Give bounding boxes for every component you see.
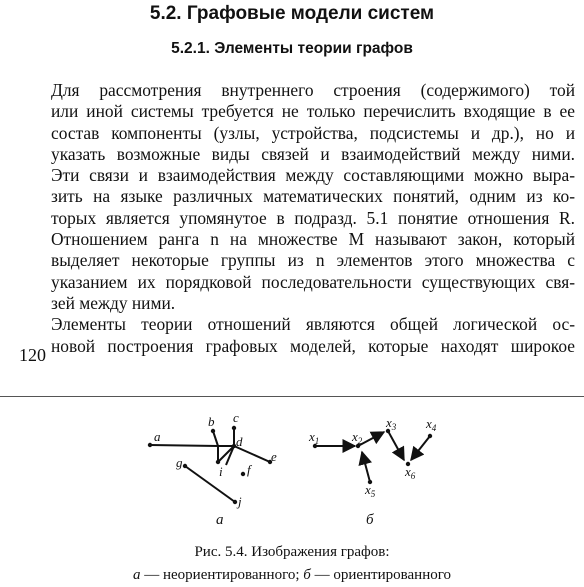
panel-label-b: б xyxy=(366,512,374,528)
text-line: или иной системы требуется не только перечислить входящие в ее xyxy=(51,101,575,122)
node-label-g: g xyxy=(176,455,183,470)
node-label-a: a xyxy=(154,429,161,444)
page-number: 120 xyxy=(19,345,46,365)
undirected-graph xyxy=(148,410,277,528)
figure-caption-legend xyxy=(0,566,584,584)
graph-figure xyxy=(0,400,584,540)
text-line: новой построения графовых моделей, которые находят широкое xyxy=(51,335,575,356)
caption-text-a: — неориентированного; xyxy=(140,567,304,583)
node-label-f: f xyxy=(247,462,251,477)
text-line: указанием их порядковой последовательности существующих свя- xyxy=(51,271,575,292)
text-line: Эти связи и взаимодействия между составляющими можно выра- xyxy=(51,165,575,186)
text-line: состав компоненты (узлы, устройства, подсистемы и др.), но и xyxy=(51,122,575,143)
node-b xyxy=(211,429,215,433)
edge-g-j xyxy=(185,466,235,502)
text-line: торых является упомянутое в подразд. 5.1 понятие отношения R. xyxy=(51,207,575,228)
node-label-c: c xyxy=(233,410,239,425)
node-g xyxy=(183,464,187,468)
paragraph-2 xyxy=(19,314,575,357)
caption-key-a: а xyxy=(133,567,141,583)
node-j xyxy=(233,500,237,504)
node-label-x1: $x_1$ xyxy=(309,429,320,446)
caption-text-b: — ориентированного xyxy=(310,567,451,583)
edge-x5-x2 xyxy=(362,452,370,482)
edge-b-i xyxy=(213,431,218,446)
edge-x4-x6 xyxy=(411,436,430,460)
node-label-b: b xyxy=(208,414,215,429)
page-divider xyxy=(0,396,584,397)
node-f xyxy=(241,472,245,476)
node-label-i: i xyxy=(219,464,223,479)
text-line: Элементы теории отношений являются общей логической ос- xyxy=(51,314,575,335)
body-text xyxy=(19,80,575,357)
node-label-x6: $x_6$ xyxy=(405,464,416,481)
node-c xyxy=(232,426,236,430)
paragraph-1 xyxy=(19,80,575,314)
panel-label-a: а xyxy=(216,512,224,528)
edge-x3-x6 xyxy=(388,431,404,460)
section-title: 5.2. Графовые модели систем xyxy=(149,3,435,24)
node-label-e: e xyxy=(271,449,277,464)
node-x4 xyxy=(428,434,432,438)
node-label-x2: $x_2$ xyxy=(352,429,363,446)
subsection-title: 5.2.1. Элементы теории графов xyxy=(171,40,413,57)
text-line: выделяет некоторые группы из n элементов этого множества с xyxy=(51,250,575,271)
text-line: указать возможные виды связей и взаимодействий между ними. xyxy=(51,143,575,164)
directed-graph xyxy=(308,415,437,528)
edge-a-i xyxy=(150,445,218,446)
text-line: зей между ними. xyxy=(51,292,176,313)
node-a xyxy=(148,443,152,447)
node-label-x4: $x_4$ xyxy=(426,416,437,433)
text-line: Отношением ранга n на множестве M называют закон, который xyxy=(51,229,575,250)
caption-key-b: б xyxy=(303,567,311,583)
text-line: зить на языке различных математических понятий, одним из ко- xyxy=(51,186,575,207)
node-label-j: j xyxy=(238,494,242,509)
node-label-x3: $x_3$ xyxy=(386,415,397,432)
node-label-d: d xyxy=(236,434,243,449)
figure-caption-title: Рис. 5.4. Изображения графов: xyxy=(194,544,390,560)
node-label-x5: $x_5$ xyxy=(365,482,376,499)
text-line: Для рассмотрения внутреннего строения (содержимого) той xyxy=(51,80,575,100)
